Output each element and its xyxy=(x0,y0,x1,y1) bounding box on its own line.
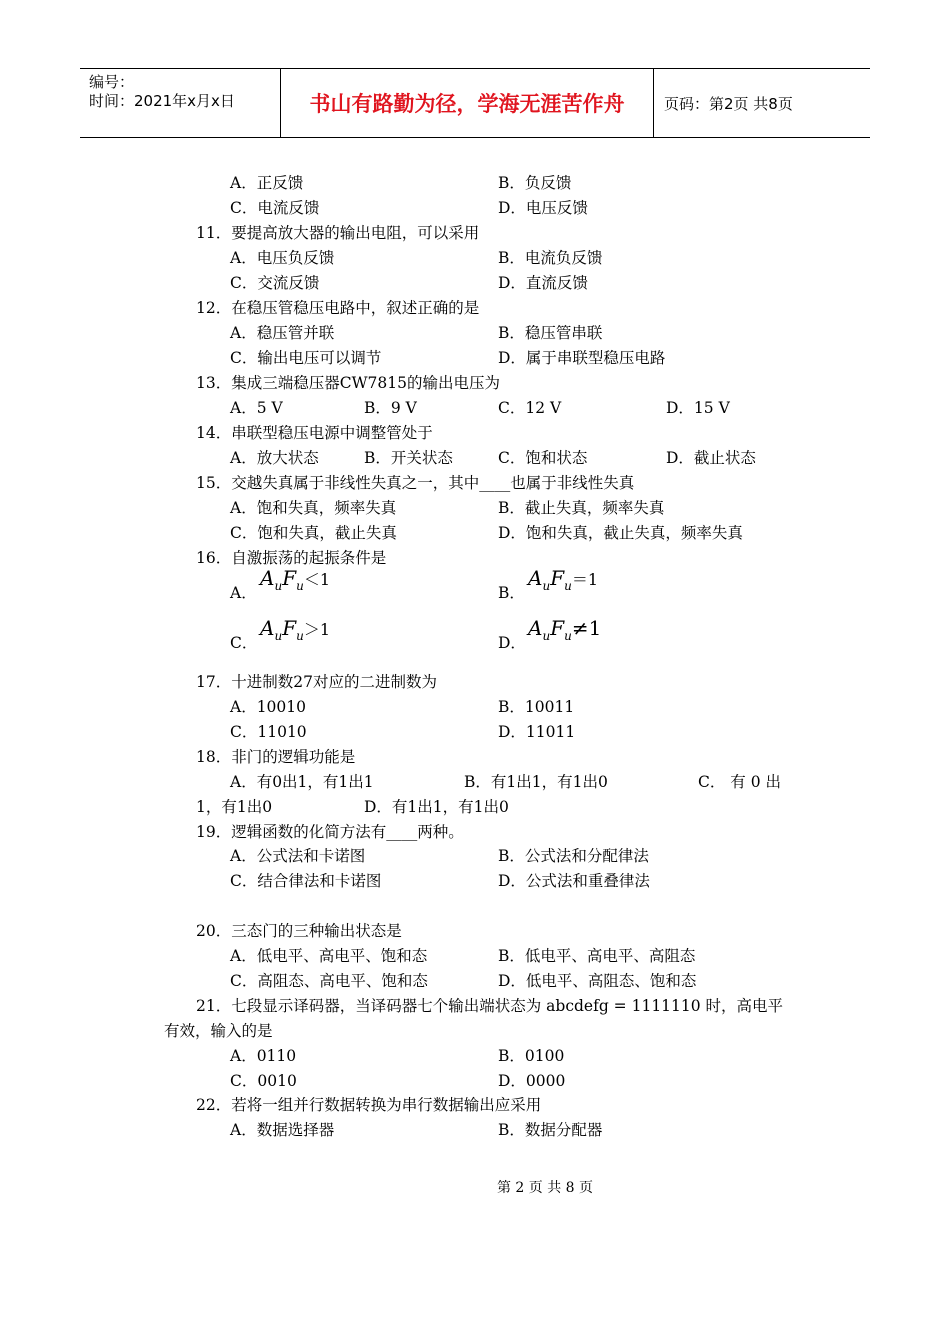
q11-option-a: A．电压负反馈 xyxy=(230,249,335,267)
q13-option-a: A．5 V xyxy=(230,399,283,417)
header-meta-cell xyxy=(80,69,281,137)
q18-option-a: A．有0出1，有1出1 xyxy=(230,773,374,791)
q16-option-a-formula: $A_uF_u<1$ xyxy=(260,566,330,593)
q15-option-d: D．饱和失真，截止失真，频率失真 xyxy=(498,524,743,542)
q14-option-a: A．放大状态 xyxy=(230,449,319,467)
q16-option-d-formula: $A_uF_u\ne 1$ xyxy=(528,616,602,643)
q18-stem: 18．非门的逻辑功能是 xyxy=(196,748,356,766)
q12-option-d: D．属于串联型稳压电路 xyxy=(498,349,666,367)
q16-option-c-formula: $A_uF_u>1$ xyxy=(260,616,330,643)
q22-option-a: A．数据选择器 xyxy=(230,1121,335,1139)
q15-option-a: A．饱和失真，频率失真 xyxy=(230,499,397,517)
q17-option-c: C．11010 xyxy=(230,723,307,741)
q13-option-b: B．9 V xyxy=(364,399,417,417)
page-footer: 第 2 页 共 8 页 xyxy=(496,1180,594,1196)
q19-option-a: A．公式法和卡诺图 xyxy=(230,847,366,865)
q18-option-b: B．有1出1，有1出0 xyxy=(464,773,608,791)
q18-option-d: D．有1出1，有1出0 xyxy=(364,798,509,816)
q10-option-d: D．电压反馈 xyxy=(498,199,588,217)
q20-option-b: B．低电平、高电平、高阻态 xyxy=(498,947,696,965)
q20-option-d: D．低电平、高阻态、饱和态 xyxy=(498,972,697,990)
document-header xyxy=(80,68,870,138)
q17-option-d: D．11011 xyxy=(498,723,576,741)
q15-option-c: C．饱和失真，截止失真 xyxy=(230,524,397,542)
q20-option-a: A．低电平、高电平、饱和态 xyxy=(230,947,428,965)
q20-stem: 20．三态门的三种输出状态是 xyxy=(196,922,402,940)
q11-stem: 11．要提高放大器的输出电阻，可以采用 xyxy=(196,224,480,242)
q20-option-c: C．高阻态、高电平、饱和态 xyxy=(230,972,428,990)
q19-stem: 19．逻辑函数的化简方法有____两种。 xyxy=(196,823,464,841)
q21-option-a: A．0110 xyxy=(230,1047,297,1065)
q12-stem: 12．在稳压管稳压电路中，叙述正确的是 xyxy=(196,299,480,317)
q16-option-b-label: B． xyxy=(498,584,525,602)
q16-option-d-label: D． xyxy=(498,634,526,652)
q21-stem-line1: 21．七段显示译码器，当译码器七个输出端状态为 abcdefg = 1111110 时，高电平 xyxy=(196,997,784,1015)
q22-stem: 22．若将一组并行数据转换为串行数据输出应采用 xyxy=(196,1096,542,1114)
number-label: 编号： xyxy=(89,73,135,91)
q13-stem: 13．集成三端稳压器CW7815的输出电压为 xyxy=(196,374,500,392)
q14-option-b: B．开关状态 xyxy=(364,449,453,467)
q19-option-d: D．公式法和重叠律法 xyxy=(498,872,650,890)
q22-option-b: B．数据分配器 xyxy=(498,1121,603,1139)
q10-option-a: A．正反馈 xyxy=(230,174,304,192)
q18-option-c-part1: C． 有 0 出 xyxy=(698,773,782,791)
q10-option-c: C．电流反馈 xyxy=(230,199,320,217)
q11-option-c: C．交流反馈 xyxy=(230,274,320,292)
q13-option-c: C．12 V xyxy=(498,399,562,417)
q14-stem: 14．串联型稳压电源中调整管处于 xyxy=(196,424,433,442)
q21-option-b: B．0100 xyxy=(498,1047,565,1065)
q16-stem: 16．自激振荡的起振条件是 xyxy=(196,549,387,567)
q19-option-b: B．公式法和分配律法 xyxy=(498,847,649,865)
time-label: 时间：2021年x月x日 xyxy=(89,92,235,110)
q12-option-c: C．输出电压可以调节 xyxy=(230,349,382,367)
q12-option-a: A．稳压管并联 xyxy=(230,324,335,342)
q16-option-b-formula: $A_uF_u=1$ xyxy=(528,566,598,593)
q16-option-a-label: A． xyxy=(230,584,257,602)
header-page-info: 页码：第2页 共8页 xyxy=(664,94,793,113)
q11-option-d: D．直流反馈 xyxy=(498,274,588,292)
q17-stem: 17．十进制数27对应的二进制数为 xyxy=(196,673,437,691)
q14-option-c: C．饱和状态 xyxy=(498,449,588,467)
q21-option-c: C．0010 xyxy=(230,1072,297,1090)
q15-option-b: B．截止失真，频率失真 xyxy=(498,499,665,517)
q17-option-a: A．10010 xyxy=(230,698,307,716)
q19-option-c: C．结合律法和卡诺图 xyxy=(230,872,382,890)
q21-stem-line2: 有效，输入的是 xyxy=(164,1022,273,1040)
q10-option-b: B．负反馈 xyxy=(498,174,572,192)
q12-option-b: B．稳压管串联 xyxy=(498,324,603,342)
q13-option-d: D．15 V xyxy=(666,399,730,417)
q11-option-b: B．电流负反馈 xyxy=(498,249,603,267)
q21-option-d: D．0000 xyxy=(498,1072,566,1090)
q15-stem: 15．交越失真属于非线性失真之一，其中____也属于非线性失真 xyxy=(196,474,635,492)
q18-option-c-part2: 1，有1出0 xyxy=(196,798,273,816)
q16-option-c-label: C． xyxy=(230,634,258,652)
q17-option-b: B．10011 xyxy=(498,698,575,716)
header-motto: 书山有路勤为径，学海无涯苦作舟 xyxy=(281,69,654,137)
q14-option-d: D．截止状态 xyxy=(666,449,756,467)
